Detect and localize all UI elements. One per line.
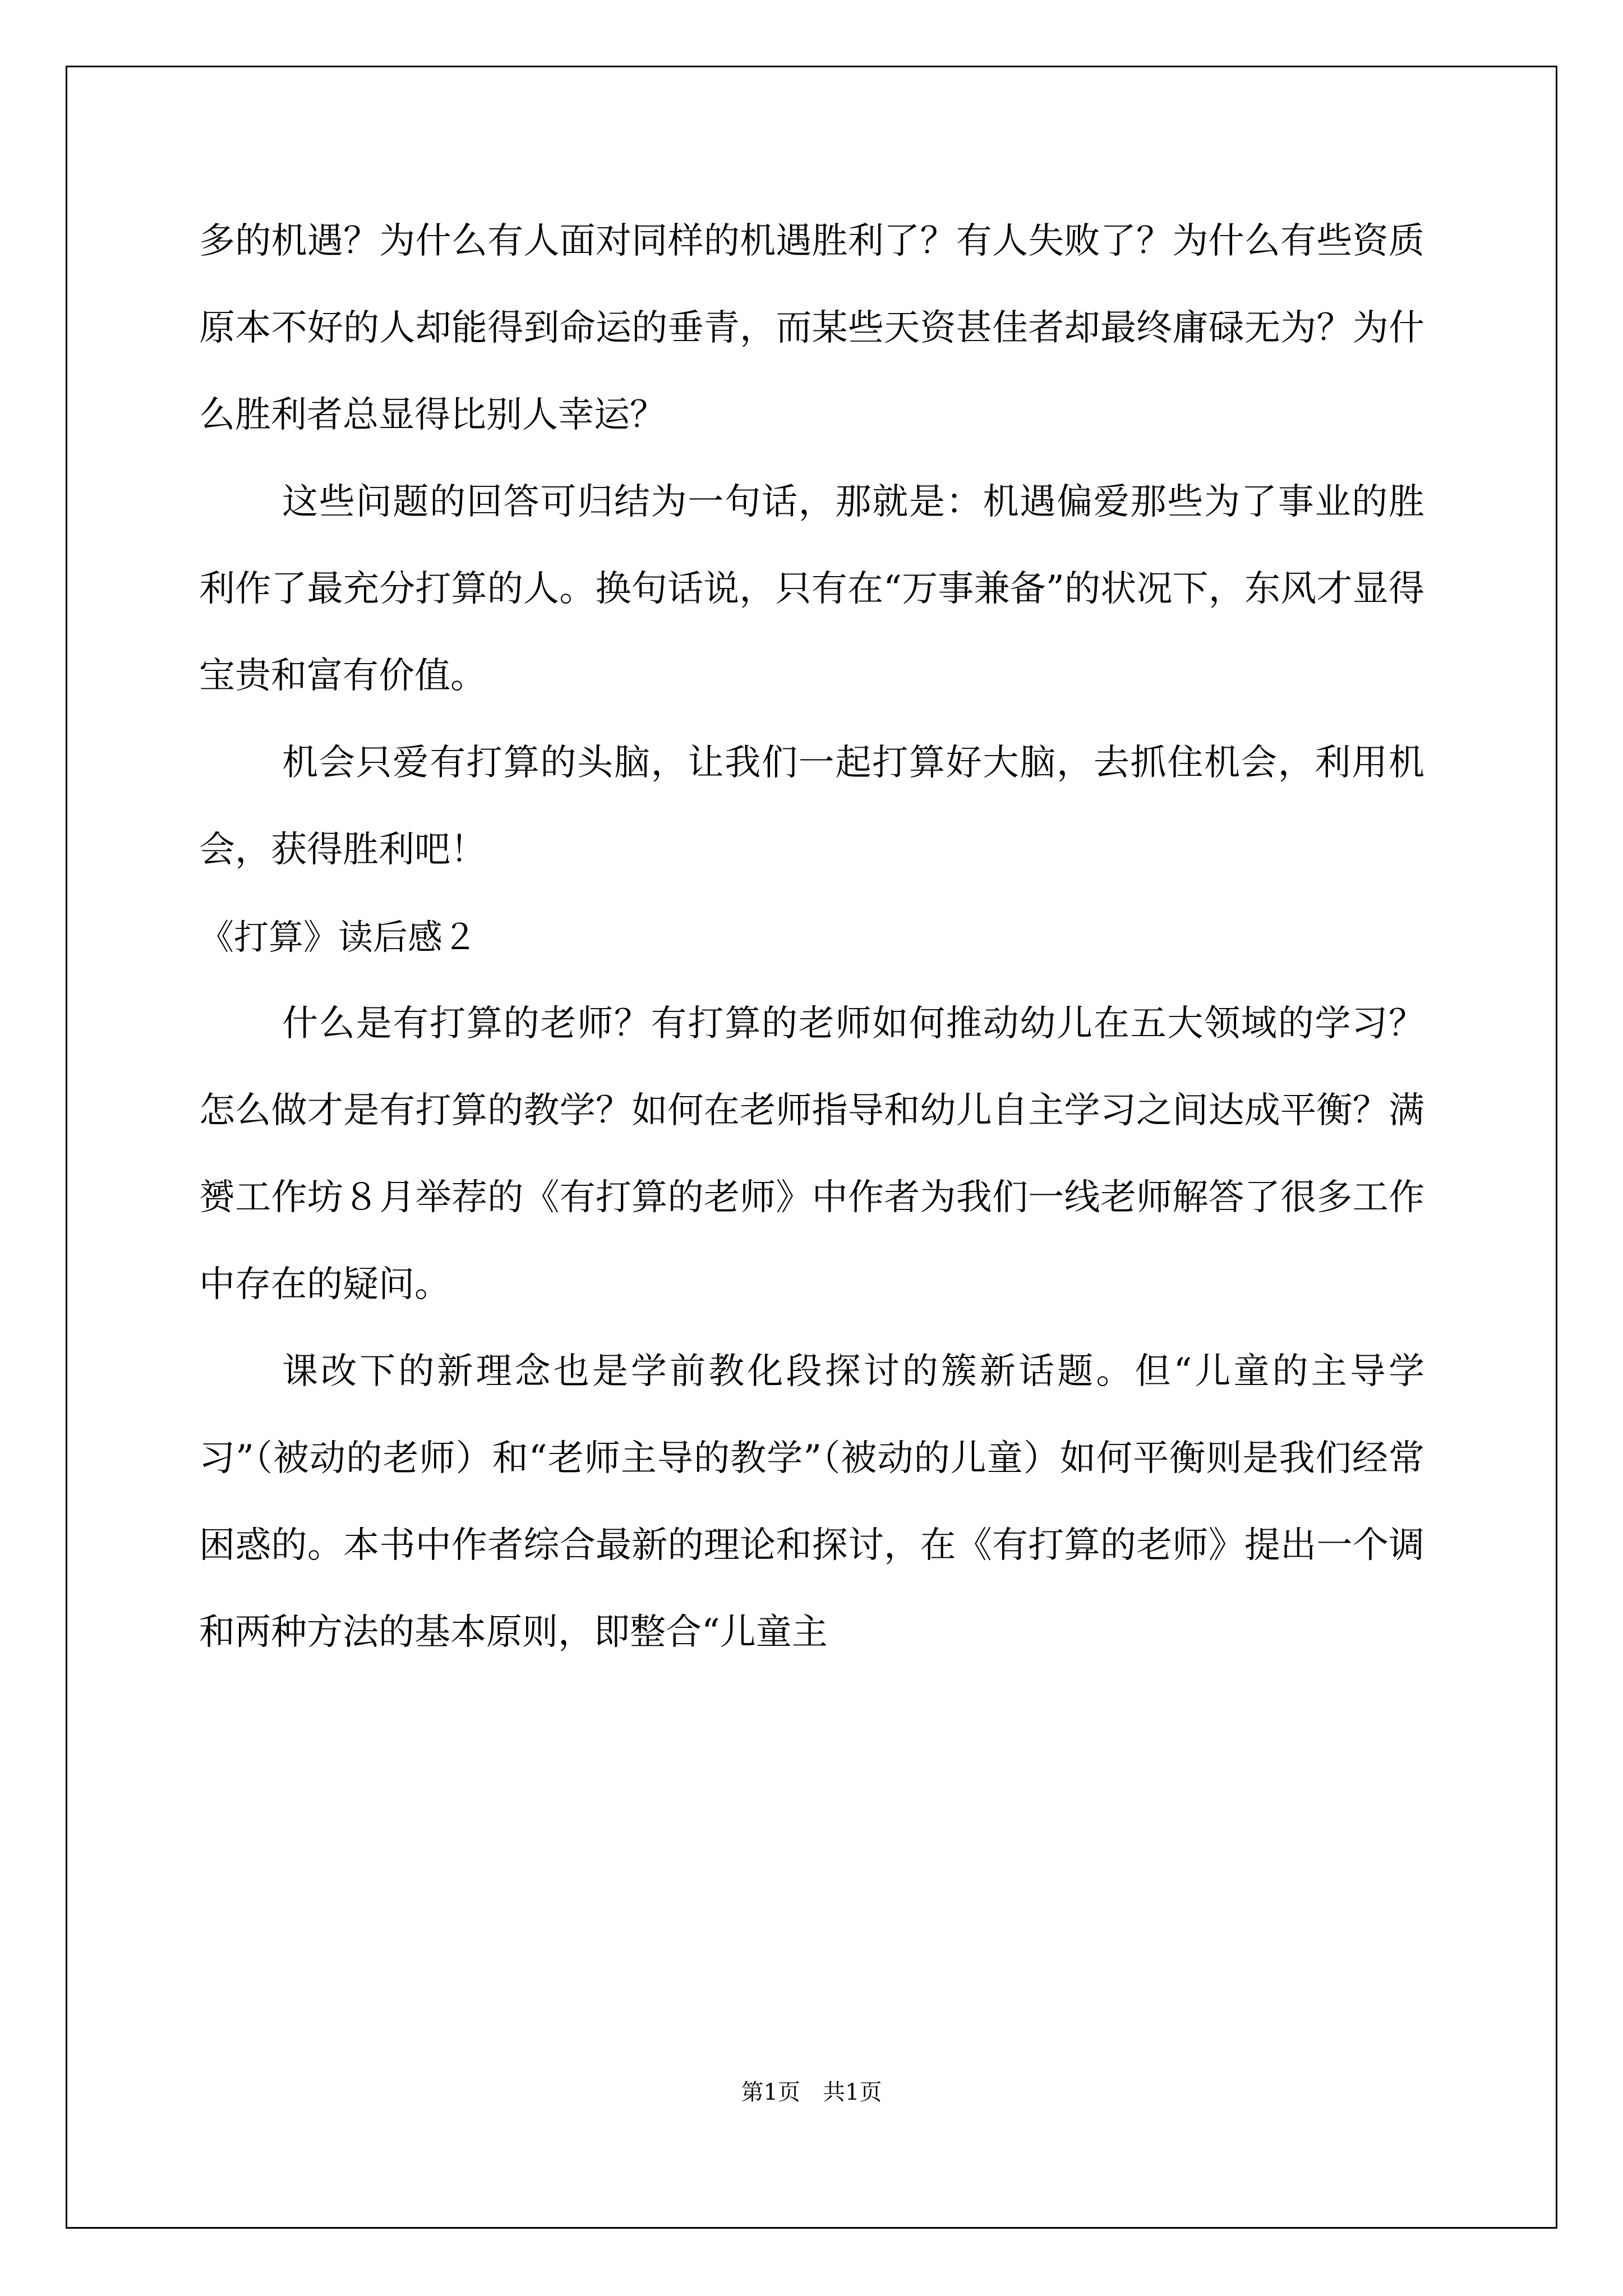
- paragraph: 课改下的新理念也是学前教化段探讨的簇新话题。但“儿童的主导学习”（被动的老师）和“老师主导的教学”（被动的儿童）如何平衡则是我们经常困惑的。本书中作者综合最新的理论和探讨，在《有打算的老师》提出一个调和两种方法的基本原则，即整合“儿童主: [199, 1351, 1424, 1653]
- section-heading: 《打算》读后感２: [199, 917, 478, 958]
- document-body: [199, 198, 1424, 1676]
- page-number-footer: 第1页 共1页: [741, 2079, 882, 2105]
- paragraph-continuation: 多的机遇？为什么有人面对同样的机遇胜利了？有人失败了？为什么有些资质原本不好的人却能得到命运的垂青，而某些天资甚佳者却最终庸碌无为？为什么胜利者总显得比别人幸运？: [199, 220, 1424, 436]
- paragraph: 机会只爱有打算的头脑，让我们一起打算好大脑，去抓住机会，利用机会，获得胜利吧！: [199, 742, 1424, 871]
- paragraph: 什么是有打算的老师？有打算的老师如何推动幼儿在五大领域的学习？怎么做才是有打算的教学？如何在老师指导和幼儿自主学习之间达成平衡？满赟工作坊８月举荐的《有打算的老师》中作者为我们一线老师解答了很多工作中存在的疑问。: [199, 1003, 1424, 1305]
- paragraph: 这些问题的回答可归结为一句话，那就是：机遇偏爱那些为了事业的胜利作了最充分打算的人。换句话说，只有在“万事兼备”的状况下，东风才显得宝贵和富有价值。: [199, 481, 1424, 697]
